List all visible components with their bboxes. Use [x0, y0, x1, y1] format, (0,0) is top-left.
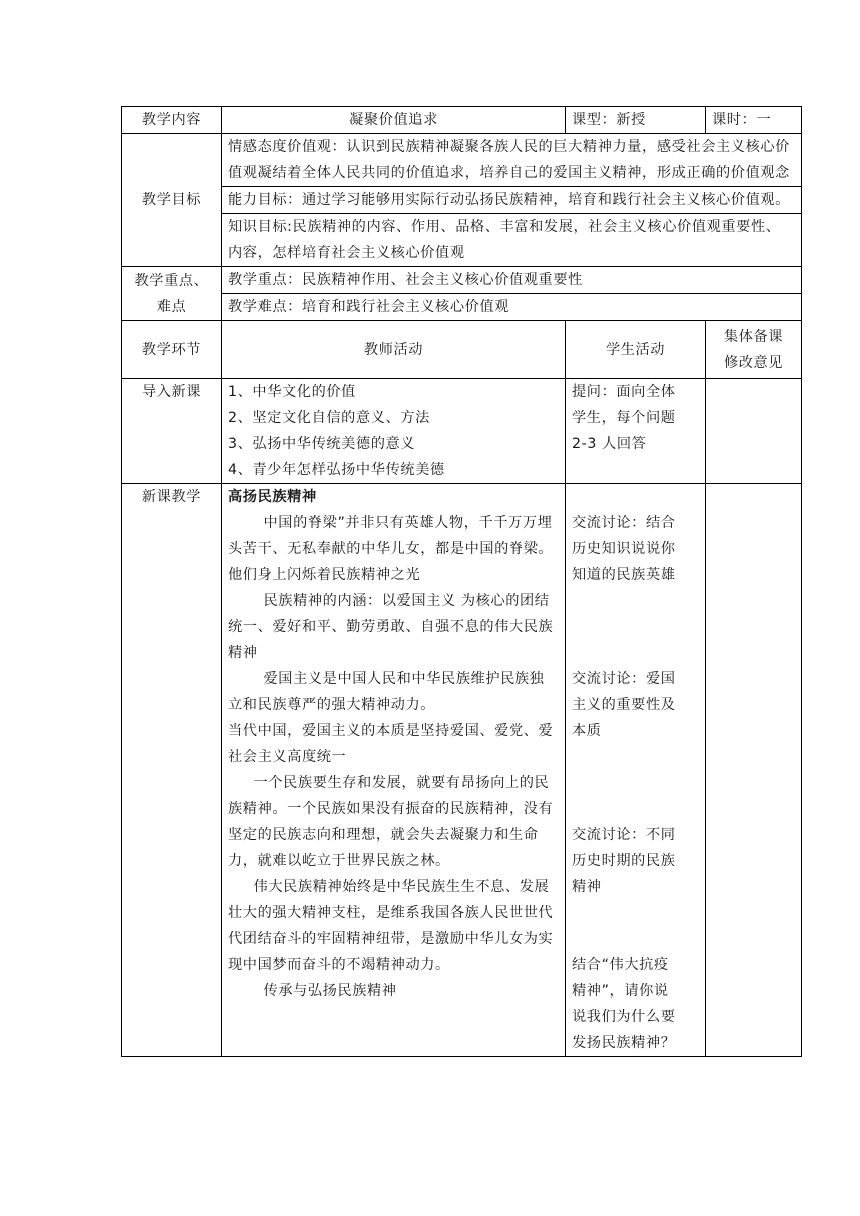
col-notes-line2: 修改意见 — [723, 354, 784, 371]
intro-row — [122, 379, 802, 484]
student-line: 说我们为什么要 — [572, 1009, 676, 1025]
paragraph: 传承与弘扬民族精神 — [263, 983, 397, 999]
student-line: 精神”，请你说 — [572, 983, 669, 999]
paragraph: 当代中国，爱国主义的本质是坚持爱国、爱党、爱社会主义高度统一 — [228, 723, 554, 765]
paragraph: 爱国主义是中国人民和中华民族维护民族独立和民族尊严的强大精神动力。 — [228, 671, 545, 713]
col-teacher: 教师活动 — [222, 321, 566, 379]
paragraph: 中国的脊梁”并非只有英雄人物，千千万万埋头苦干、无私奉献的中华儿女，都是中国的脊梁。他们身上闪烁着民族精神之光 — [228, 515, 554, 583]
lesson-period: 课时：一 — [706, 107, 802, 134]
content-label: 教学内容 — [122, 107, 222, 134]
intro-item: 3、弘扬中华传统美德的意义 — [228, 436, 416, 452]
col-notes-line1: 集体备课 — [723, 328, 784, 345]
header-row — [122, 107, 802, 134]
goal-knowledge-row — [122, 214, 802, 267]
spacer — [572, 484, 699, 510]
student-line: 交流讨论：爱国 — [572, 671, 676, 687]
intro-item: 2、坚定文化自信的意义、方法 — [228, 410, 430, 426]
goal-emotion-row — [122, 134, 802, 187]
lesson-type: 课型：新授 — [566, 107, 706, 134]
goal-ability-row — [122, 187, 802, 214]
goal-emotion: 情感态度价值观：认识到民族精神凝聚各族人民的巨大精神力量，感受社会主义核心价值观凝结着全体人民共同的价值追求，培养自己的爱国主义精神，形成正确的价值观念 — [222, 134, 802, 187]
student-line: 主义的重要性及 — [572, 697, 676, 713]
paragraph: 伟大民族精神始终是中华民族生生不息、发展壮大的强大精神支柱，是维系我国各族人民世世代代团结奋斗的牢固精神纽带，是激励中华儿女为实现中国梦而奋斗的不竭精神动力。 — [228, 879, 554, 973]
difficulty-row — [122, 294, 802, 321]
col-student: 学生活动 — [566, 321, 706, 379]
new-lesson-student — [566, 484, 706, 1057]
intro-item: 1、中华文化的价值 — [228, 384, 356, 400]
goals-label: 教学目标 — [122, 134, 222, 267]
student-line: 知道的民族英雄 — [572, 567, 676, 583]
section-heading: 高扬民族精神 — [228, 489, 317, 505]
intro-teacher — [222, 379, 566, 484]
paragraph: 一个民族要生存和发展，就要有昂扬向上的民族精神。一个民族如果没有振奋的民族精神，没有坚定的民族志向和理想，就会失去凝聚力和生命力，就难以屹立于世界民族之林。 — [228, 775, 554, 869]
spacer — [572, 588, 699, 666]
intro-student-line: 2-3 人回答 — [572, 436, 647, 452]
new-lesson-notes — [706, 484, 802, 1057]
new-lesson-row — [122, 484, 802, 1057]
intro-student-line: 学生，每个问题 — [572, 410, 676, 426]
new-lesson-stage: 新课教学 — [122, 484, 222, 1057]
spacer — [572, 900, 699, 952]
col-stage: 教学环节 — [122, 321, 222, 379]
intro-student — [566, 379, 706, 484]
focus-row — [122, 267, 802, 294]
student-line: 结合“伟大抗疫 — [572, 957, 669, 973]
key-points-label-line2: 难点 — [156, 298, 187, 315]
teaching-focus: 教学重点：民族精神作用、社会主义核心价值观重要性 — [222, 267, 802, 294]
intro-student-line: 提问：面向全体 — [572, 384, 676, 400]
student-line: 发扬民族精神？ — [572, 1035, 676, 1051]
content-value: 凝聚价值追求 — [222, 107, 566, 134]
intro-item: 4、青少年怎样弘扬中华传统美德 — [228, 462, 445, 478]
intro-notes — [706, 379, 802, 484]
key-points-label-line1: 教学重点、 — [134, 272, 209, 289]
paragraph: 民族精神的内涵：以爱国主义 为核心的团结统一、爱好和平、勤劳勇敢、自强不息的伟大民族精神 — [228, 593, 554, 661]
lesson-plan-table — [121, 106, 802, 1057]
col-notes — [706, 321, 802, 379]
student-line: 精神 — [572, 879, 602, 895]
key-points-label — [122, 267, 222, 321]
intro-stage: 导入新课 — [122, 379, 222, 484]
student-line: 历史时期的民族 — [572, 853, 676, 869]
new-lesson-teacher — [222, 484, 566, 1057]
student-line: 交流讨论：不同 — [572, 827, 676, 843]
spacer — [572, 744, 699, 822]
student-line: 本质 — [572, 723, 602, 739]
student-line: 历史知识说说你 — [572, 541, 676, 557]
goal-knowledge: 知识目标:民族精神的内容、作用、品格、丰富和发展，社会主义核心价值观重要性、内容，怎样培育社会主义核心价值观 — [222, 214, 802, 267]
column-header-row — [122, 321, 802, 379]
goal-ability: 能力目标：通过学习能够用实际行动弘扬民族精神，培育和践行社会主义核心价值观。 — [222, 187, 802, 214]
teaching-difficulty: 教学难点：培育和践行社会主义核心价值观 — [222, 294, 802, 321]
student-line: 交流讨论：结合 — [572, 515, 676, 531]
